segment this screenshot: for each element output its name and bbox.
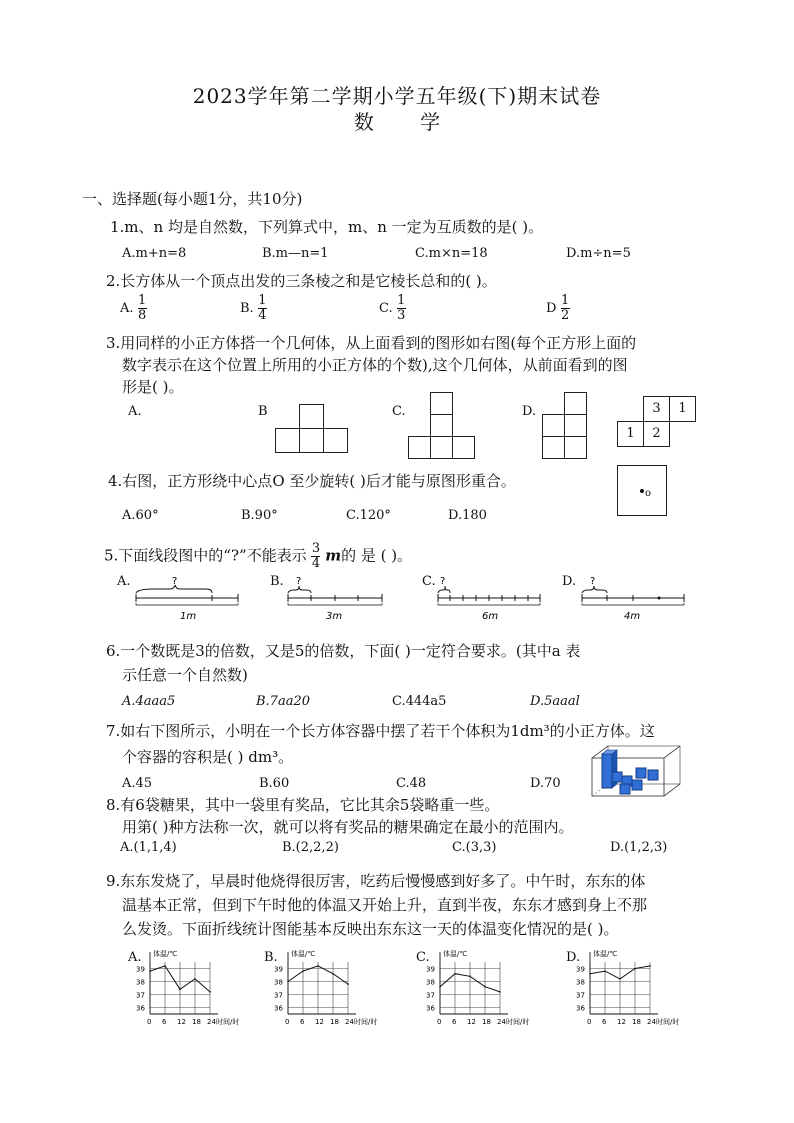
q3-option-c[interactable]: C. [392,404,406,419]
x-tick-label: 0 [587,1018,592,1026]
q1-option-b[interactable]: B.m—n=1 [262,246,329,261]
q7-option-a[interactable]: A.45 [122,776,153,791]
q3-stem-line1: 3.用同样的小正方体搭一个几何体，从上面看到的图形如右图(每个正方形上面的 [106,334,637,352]
q6-stem-line2: 示任意一个自然数) [122,666,248,684]
length-label: 1m [180,611,197,622]
q3-figure-b [275,404,347,452]
section-title: 一、选择题(每小题1分，共10分) [82,190,303,208]
data-point [439,986,441,988]
q7-stem-line1: 7.如右下图所示，小明在一个长方体容器中摆了若干个体积为1dm³的小正方体。这 [106,722,655,740]
x-tick-label: 12 [617,1018,626,1026]
length-label: 3m [326,611,343,622]
y-tick-label: 38 [576,978,585,987]
y-axis-label: 体温/℃ [291,950,316,958]
data-point [634,968,636,970]
fraction: $\frac{1}{3}$ [397,293,406,323]
data-point [209,991,211,993]
q7-stem-line2: 个容器的容积是( ) dm³。 [122,748,294,766]
length-label: 4m [624,611,641,622]
data-point [589,973,591,975]
q3-stem-line2: 数字表示在这个位置上所用的小正方体的个数),这个几何体，从前面看到的图 [122,356,628,374]
x-tick-label: 0 [147,1018,152,1026]
q9-chart-d [574,948,698,1030]
q-mark: ? [172,576,178,587]
length-label: 6m [482,611,499,622]
x-tick-label: 12 [177,1018,186,1026]
q8-stem-line2: 用第( )种方法称一次，就可以将有奖品的糖果确定在最小的范围内。 [122,818,574,836]
y-tick-label: 36 [274,1004,283,1013]
q9-chart-a [134,948,258,1030]
q5-line-b [286,574,386,624]
q9-option-c[interactable]: C. [416,950,430,965]
x-tick-label: 6 [300,1018,305,1026]
y-tick-label: 39 [576,965,585,974]
q3-option-a[interactable]: A. [128,404,142,419]
y-tick-label: 37 [274,991,283,1000]
q5-option-c[interactable]: C. [422,574,436,589]
option-letter: B. [240,301,254,316]
q3-figure-c [408,392,480,458]
page-title: 2023学年第二学期小学五年级(下)期末试卷 [192,84,602,108]
q8-option-b[interactable]: B.(2,2,2) [282,840,339,855]
q9-stem-line1: 9.东东发烧了，早晨时他烧得很厉害，吃药后慢慢感到好多了。中午时，东东的体 [106,872,646,890]
q5-line-c [436,574,544,624]
x-axis-label: 时间/时 [506,1018,530,1026]
q6-option-d[interactable]: D.5aaal [530,694,580,709]
q4-option-a[interactable]: A.60° [122,508,159,523]
x-tick-label: 12 [467,1018,476,1026]
y-axis-label: 体温/℃ [443,950,468,958]
q9-stem-line2: 温基本正常，但到下午时他的体温又开始上升，直到半夜，东东才感到身上不那 [122,896,648,914]
q8-option-a[interactable]: A.(1,1,4) [120,840,177,855]
q-mark: ? [296,576,302,587]
q8-stem-line1: 8.有6袋糖果，其中一袋里有奖品，它比其余5袋略重一些。 [106,796,500,814]
q5-stem: 5.下面线段图中的“?”不能表示 $\frac{3}{4}$ m的 是 ( )。 [104,541,413,571]
q5-line-a [134,574,242,624]
q3-top-view: 3 1 1 2 [617,396,697,448]
q2-stem: 2.长方体从一个顶点出发的三条棱之和是它棱长总和的( )。 [106,272,497,290]
y-tick-label: 36 [576,1004,585,1013]
option-letter: D [546,301,557,316]
data-point [164,965,166,967]
q2-option-b[interactable] [240,294,267,323]
data-point [347,983,349,985]
y-tick-label: 37 [576,991,585,1000]
data-point [317,965,319,967]
data-point [454,973,456,975]
data-point [179,989,181,991]
q5-option-b[interactable]: B. [270,574,284,589]
q3-option-d[interactable]: D. [522,404,537,419]
q6-option-a[interactable]: A.4aaa5 [122,694,176,709]
q-mark: ? [440,576,446,587]
q7-option-d[interactable]: D.70 [530,776,561,791]
x-tick-label: 24 [647,1018,656,1026]
x-tick-label: 24 [497,1018,506,1026]
x-tick-label: 18 [330,1018,339,1026]
q7-option-c[interactable]: C.48 [396,776,427,791]
y-tick-label: 38 [136,978,145,987]
x-tick-label: 0 [437,1018,442,1026]
q9-option-d[interactable]: D. [566,950,581,965]
y-tick-label: 38 [426,978,435,987]
q2-option-d[interactable] [546,294,570,323]
q6-stem-line1: 6.一个数既是3的倍数，又是5的倍数，下面( )一定符合要求。(其中a 表 [106,642,581,660]
y-tick-label: 37 [136,991,145,1000]
x-tick-label: 12 [315,1018,324,1026]
q9-stem-line3: 么发烫。下面折线统计图能基本反映出东东这一天的体温变化情况的是( )。 [122,920,619,938]
y-tick-label: 38 [274,978,283,987]
x-tick-label: 18 [632,1018,641,1026]
option-letter: C. [379,301,393,316]
y-tick-label: 36 [136,1004,145,1013]
y-tick-label: 39 [274,965,283,974]
data-point [619,978,621,980]
q6-option-b[interactable]: B.7aa20 [256,694,310,709]
data-point [469,976,471,978]
q4-option-d[interactable]: D.180 [448,508,487,523]
x-axis-label: 时间/时 [354,1018,378,1026]
y-tick-label: 36 [426,1004,435,1013]
data-point [332,973,334,975]
q2-option-c[interactable] [379,294,406,323]
option-letter: A. [120,301,134,316]
q3-option-b[interactable]: B [258,404,268,419]
q7-option-b[interactable]: B.60 [259,776,290,791]
fraction: $\frac{1}{8}$ [138,293,147,323]
y-tick-label: 39 [136,965,145,974]
x-tick-label: 18 [482,1018,491,1026]
fraction: $\frac{1}{2}$ [560,293,570,323]
x-tick-label: 24 [207,1018,216,1026]
data-point [194,978,196,980]
q3-stem-line3: 形是( )。 [122,378,184,396]
q5-option-a[interactable]: A. [117,574,131,589]
q5-line-d [580,574,688,624]
q1-option-d[interactable]: D.m÷n=5 [566,246,631,261]
q9-chart-b [272,948,396,1030]
subject-title: 数 学 [353,110,441,134]
data-point [649,965,651,967]
q9-chart-c [424,948,548,1030]
x-tick-label: 6 [162,1018,167,1026]
q4-option-c[interactable]: C.120° [346,508,391,523]
y-axis-label: 体温/℃ [593,950,618,958]
q1-option-c[interactable]: C.m×n=18 [415,246,488,261]
x-tick-label: 0 [285,1018,290,1026]
q4-square-figure [617,465,667,516]
data-point [604,970,606,972]
q8-option-c[interactable]: C.(3,3) [452,840,497,855]
data-point [499,991,501,993]
x-tick-label: 6 [452,1018,457,1026]
x-tick-label: 6 [602,1018,607,1026]
q8-option-d[interactable]: D.(1,2,3) [610,840,668,855]
data-point [149,970,151,972]
q7-container-figure [590,742,682,800]
q3-figure-d [542,392,590,458]
x-axis-label: 时间/时 [216,1018,240,1026]
data-point [484,986,486,988]
q5-option-d[interactable]: D. [562,574,577,589]
x-tick-label: 18 [192,1018,201,1026]
y-tick-label: 37 [426,991,435,1000]
q9-option-a[interactable]: A. [128,950,142,965]
q6-option-c[interactable]: C.444a5 [392,694,447,709]
data-point [302,970,304,972]
x-axis-label: 时间/时 [656,1018,680,1026]
center-dot-icon [640,489,644,493]
q-mark: ? [590,576,596,587]
q1-stem: 1.m、n 均是自然数，下列算式中，m、n 一定为互质数的是( )。 [110,218,544,236]
y-axis-label: 体温/℃ [153,950,178,958]
fraction: $\frac{1}{4}$ [258,293,267,323]
q4-stem: 4.右图，正方形绕中心点O 至少旋转( )后才能与原图形重合。 [108,472,516,490]
y-tick-label: 39 [426,965,435,974]
fraction: $\frac{3}{4}$ [311,541,321,571]
q4-option-b[interactable]: B.90° [241,508,278,523]
q2-option-a[interactable] [120,294,147,323]
q1-option-a[interactable]: A.m+n=8 [122,246,187,261]
center-label: o [645,488,652,499]
q9-option-b[interactable]: B. [264,950,278,965]
data-point [287,981,289,983]
x-tick-label: 24 [345,1018,354,1026]
